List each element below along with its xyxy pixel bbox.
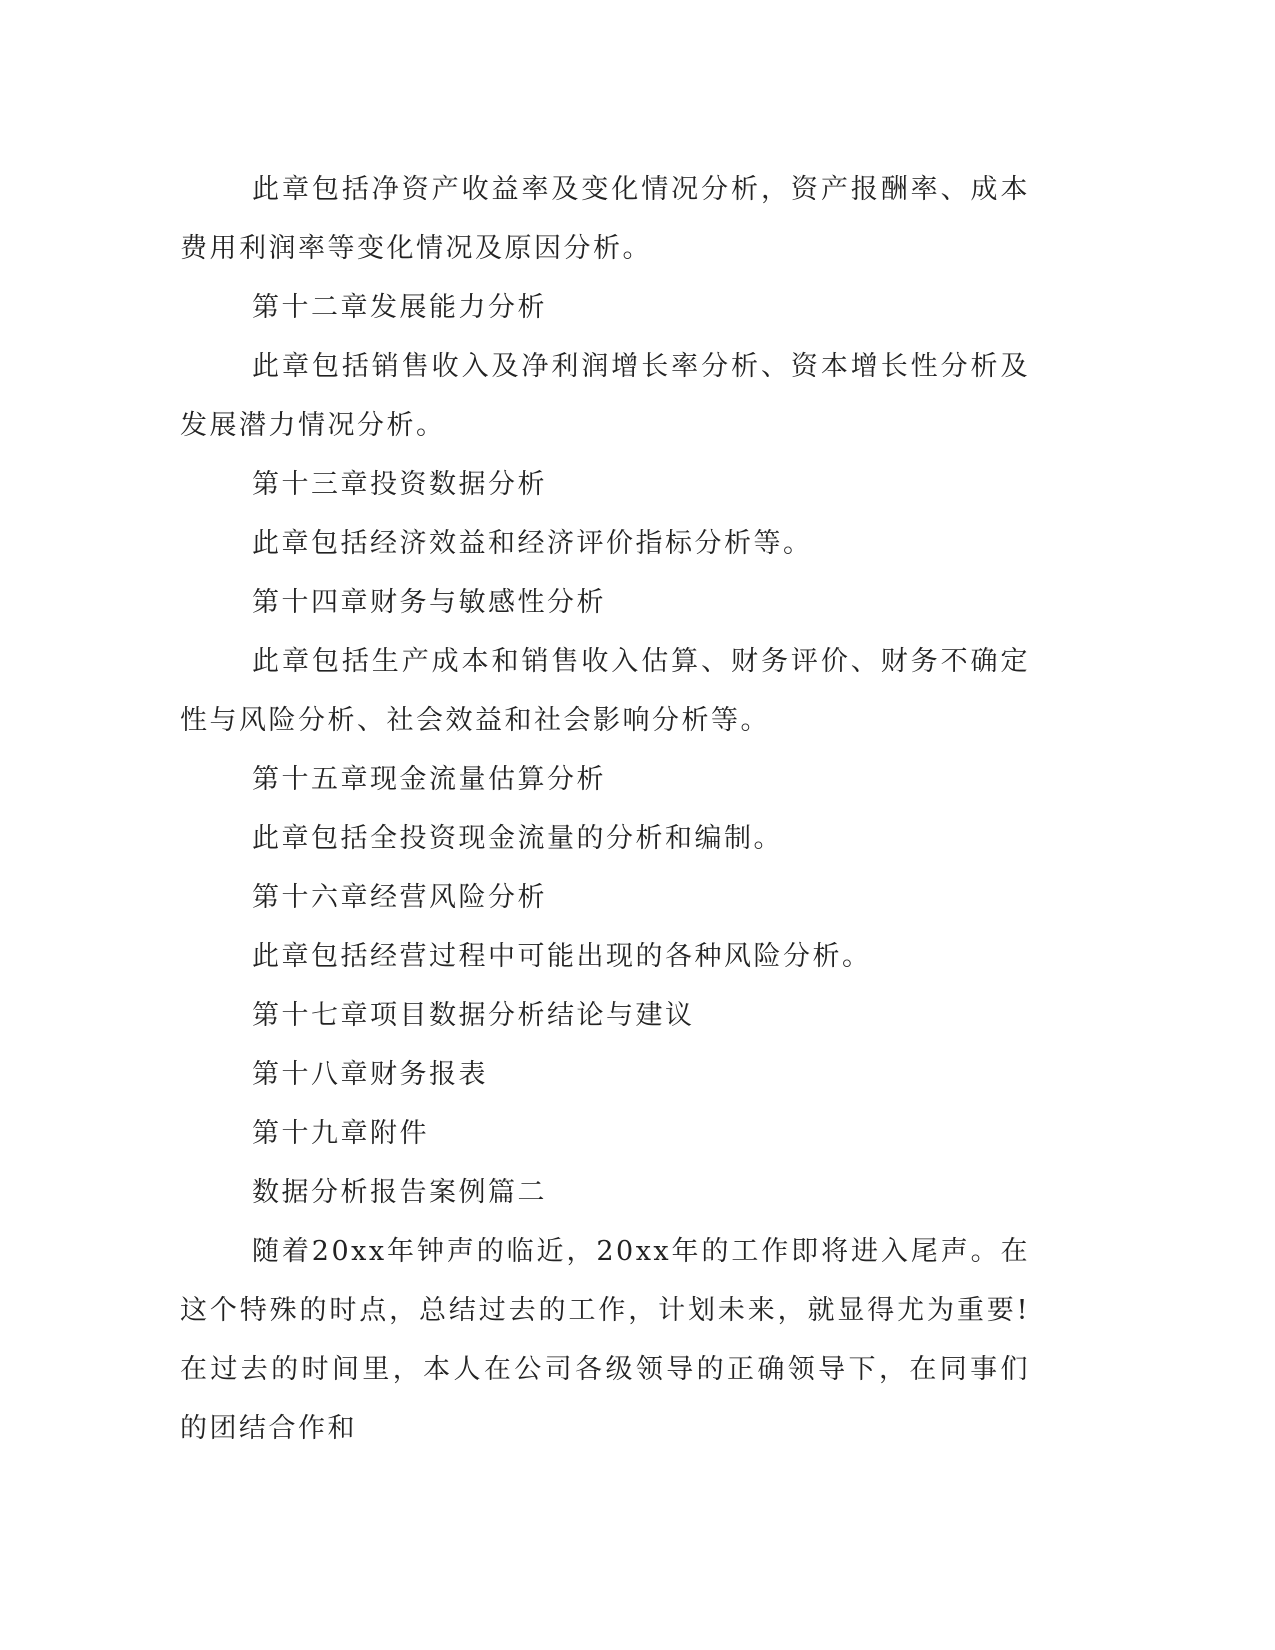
paragraph-chapter12-description: 此章包括销售收入及净利润增长率分析、资本增长性分析及发展潜力情况分析。 [180, 351, 1030, 441]
paragraph-chapter14-description: 此章包括生产成本和销售收入估算、财务评价、财务不确定性与风险分析、社会效益和社会影响分析等。 [180, 646, 1030, 736]
heading-chapter-19: 第十九章附件 [252, 1118, 429, 1149]
heading-chapter-14: 第十四章财务与敏感性分析 [252, 587, 606, 618]
paragraph-chapter11-description: 此章包括净资产收益率及变化情况分析，资产报酬率、成本费用利润率等变化情况及原因分析。 [180, 174, 1030, 264]
heading-chapter-17: 第十七章项目数据分析结论与建议 [252, 1000, 695, 1031]
heading-chapter-13: 第十三章投资数据分析 [252, 469, 547, 500]
paragraph-chapter15-description: 此章包括全投资现金流量的分析和编制。 [252, 823, 783, 854]
paragraph-chapter13-description: 此章包括经济效益和经济评价指标分析等。 [252, 528, 813, 559]
document-body [180, 160, 1030, 1458]
heading-chapter-16: 第十六章经营风险分析 [252, 882, 547, 913]
paragraph-case-two-intro: 随着20xx年钟声的临近，20xx年的工作即将进入尾声。在这个特殊的时点，总结过去的工作，计划未来，就显得尤为重要!在过去的时间里，本人在公司各级领导的正确领导下，在同事们的团结合作和 [180, 1236, 1030, 1444]
heading-chapter-12: 第十二章发展能力分析 [252, 292, 547, 323]
section-title-case-two: 数据分析报告案例篇二 [252, 1177, 547, 1208]
heading-chapter-15: 第十五章现金流量估算分析 [252, 764, 606, 795]
heading-chapter-18: 第十八章财务报表 [252, 1059, 488, 1090]
paragraph-chapter16-description: 此章包括经营过程中可能出现的各种风险分析。 [252, 941, 872, 972]
